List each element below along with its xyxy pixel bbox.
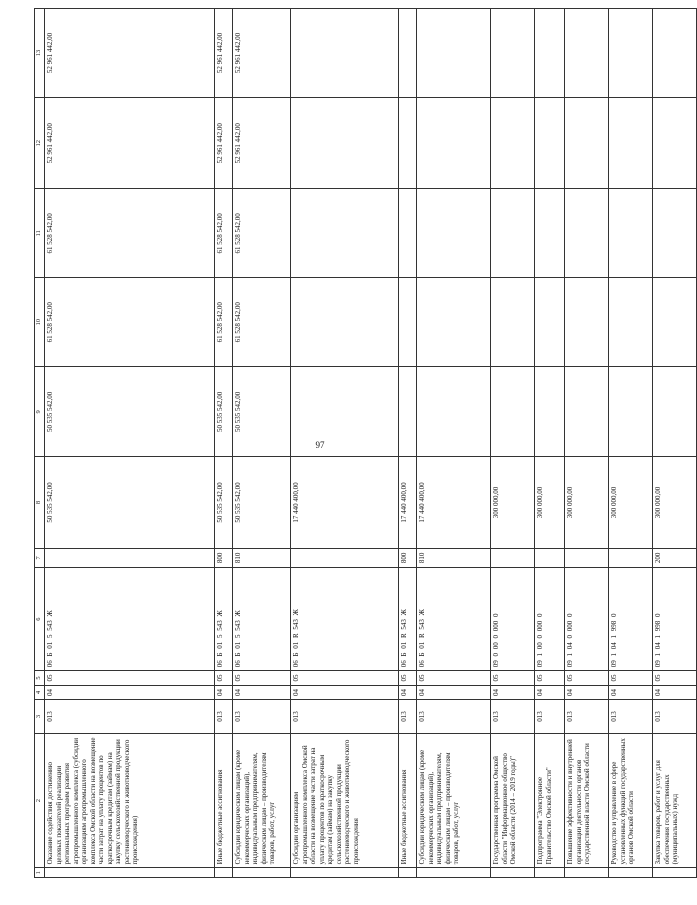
target-article-cell: 06 Б 01 5 543 Ж (45, 567, 215, 670)
row-name-cell: Оказание содействия достижению целевых показателей реализации региональных программ развития агропромышленного комплекса (субсидии организациям агропромышленного комплекса Омской области на возмещение части затрат на уплату процентов по краткосрочным кредитам (займам) на закупку сельскохозяйственной продукции растениеводческого и животноводческого происхождения) (45, 733, 215, 868)
amount-col11-cell (417, 189, 491, 278)
amount-col13-cell (535, 9, 565, 98)
target-article-cell: 09 1 04 1 998 0 (609, 567, 653, 670)
amount-col10-cell (565, 278, 609, 367)
grbs-code-cell: 013 (609, 700, 653, 734)
amount-col10-cell (399, 278, 417, 367)
amount-col13-cell: 52 961 442,00 (45, 9, 215, 98)
amount-col9-cell (291, 367, 399, 457)
table-row (535, 9, 565, 878)
row-number-cell (233, 868, 291, 878)
grbs-code-cell: 013 (535, 700, 565, 734)
column-header: 12 (35, 98, 45, 189)
amount-col10-cell: 61 528 542,00 (233, 278, 291, 367)
amount-col9-cell: 50 535 542,00 (45, 367, 215, 457)
target-article-cell: 06 Б 01 R 543 Ж (291, 567, 399, 670)
amount-col10-cell: 61 528 542,00 (45, 278, 215, 367)
amount-col12-cell: 52 961 442,00 (233, 98, 291, 189)
amount-col13-cell: 52 961 442,00 (215, 9, 233, 98)
table-row (491, 9, 535, 878)
amount-col12-cell (535, 98, 565, 189)
row-name-cell: Руководство и управление в сфере установленных функций государственных органов Омской области (609, 733, 653, 868)
column-header: 1 (35, 868, 45, 878)
amount-col13-cell (491, 9, 535, 98)
row-name-cell: Субсидии юридическим лицам (кроме некоммерческих организаций), индивидуальным предпринимателям, физическим лицам – производителям товаров, работ, услуг (417, 733, 491, 868)
amount-col8-cell: 50 535 542,00 (215, 457, 233, 548)
grbs-code-cell: 013 (45, 700, 215, 734)
row-name-cell: Субсидии организациям агропромышленного комплекса Омской области на возмещение части затрат на уплату процентов по краткосрочным кредитам (займам) на закупку сельскохозяйственной продукции растениеводческого и животноводческого происхождения (291, 733, 399, 868)
section-code-cell: 04 (609, 685, 653, 699)
table-row (609, 9, 653, 878)
section-code-cell: 04 (45, 685, 215, 699)
section-code-cell: 04 (653, 685, 697, 699)
amount-col10-cell (417, 278, 491, 367)
row-number-cell (535, 868, 565, 878)
amount-col10-cell (609, 278, 653, 367)
amount-col10-cell (535, 278, 565, 367)
amount-col9-cell (609, 367, 653, 457)
column-header: 10 (35, 278, 45, 367)
expense-type-cell: 800 (399, 548, 417, 567)
row-number-cell (653, 868, 697, 878)
row-name-cell: Закупка товаров, работ и услуг для обеспечения государственных (муниципальных) нужд (653, 733, 697, 868)
amount-col8-cell: 17 440 400,00 (291, 457, 399, 548)
amount-col8-cell: 300 000,00 (535, 457, 565, 548)
column-header: 9 (35, 367, 45, 457)
column-header: 7 (35, 548, 45, 567)
subsection-code-cell: 05 (399, 671, 417, 685)
row-name-cell: Подпрограмма "Электронное Правительство Омской области" (535, 733, 565, 868)
subsection-code-cell: 05 (653, 671, 697, 685)
subsection-code-cell: 05 (609, 671, 653, 685)
table-row (399, 9, 417, 878)
amount-col9-cell (535, 367, 565, 457)
target-article-cell: 06 Б 01 R 543 Ж (417, 567, 491, 670)
section-code-cell: 04 (215, 685, 233, 699)
amount-col9-cell (491, 367, 535, 457)
amount-col9-cell (653, 367, 697, 457)
grbs-code-cell: 013 (291, 700, 399, 734)
target-article-cell: 06 Б 01 5 543 Ж (215, 567, 233, 670)
amount-col12-cell (609, 98, 653, 189)
row-number-cell (45, 868, 215, 878)
subsection-code-cell: 05 (565, 671, 609, 685)
page-number: 97 (315, 440, 325, 450)
amount-col12-cell: 52 961 442,00 (215, 98, 233, 189)
amount-col13-cell (417, 9, 491, 98)
column-header: 13 (35, 9, 45, 98)
subsection-code-cell: 05 (215, 671, 233, 685)
row-name-cell: Субсидии юридическим лицам (кроме некоммерческих организаций), индивидуальным предпринимателям, физическим лицам – производителям товаров, работ, услуг (233, 733, 291, 868)
amount-col8-cell: 300 000,00 (565, 457, 609, 548)
grbs-code-cell: 013 (399, 700, 417, 734)
column-header: 2 (35, 733, 45, 868)
amount-col10-cell (491, 278, 535, 367)
amount-col8-cell: 50 535 542,00 (233, 457, 291, 548)
column-header: 4 (35, 685, 45, 699)
expense-type-cell: 810 (417, 548, 491, 567)
column-header-row (35, 9, 45, 878)
target-article-cell: 09 1 04 1 998 0 (653, 567, 697, 670)
amount-col13-cell: 52 961 442,00 (233, 9, 291, 98)
grbs-code-cell: 013 (233, 700, 291, 734)
row-name-cell: Иные бюджетные ассигнования (215, 733, 233, 868)
amount-col12-cell (291, 98, 399, 189)
subsection-code-cell: 05 (45, 671, 215, 685)
table-row (291, 9, 399, 878)
expense-type-cell (565, 548, 609, 567)
amount-col12-cell (491, 98, 535, 189)
row-number-cell (417, 868, 491, 878)
row-number-cell (215, 868, 233, 878)
amount-col11-cell (609, 189, 653, 278)
expense-type-cell (491, 548, 535, 567)
amount-col11-cell: 61 528 542,00 (233, 189, 291, 278)
row-number-cell (565, 868, 609, 878)
expense-type-cell: 200 (653, 548, 697, 567)
amount-col10-cell (653, 278, 697, 367)
subsection-code-cell: 05 (491, 671, 535, 685)
section-code-cell: 04 (417, 685, 491, 699)
column-header: 3 (35, 700, 45, 734)
column-header: 6 (35, 567, 45, 670)
expense-type-cell (291, 548, 399, 567)
budget-table (34, 8, 697, 878)
subsection-code-cell: 05 (535, 671, 565, 685)
subsection-code-cell: 05 (233, 671, 291, 685)
row-number-cell (491, 868, 535, 878)
row-number-cell (399, 868, 417, 878)
row-name-cell: Повышение эффективности и внутренней организации деятельности органов государственной власти Омской области (565, 733, 609, 868)
column-header: 11 (35, 189, 45, 278)
expense-type-cell (609, 548, 653, 567)
amount-col12-cell (399, 98, 417, 189)
row-number-cell (291, 868, 399, 878)
amount-col8-cell: 17 440 400,00 (399, 457, 417, 548)
target-article-cell: 06 Б 01 5 543 Ж (233, 567, 291, 670)
amount-col11-cell (565, 189, 609, 278)
expense-type-cell: 810 (233, 548, 291, 567)
amount-col9-cell (399, 367, 417, 457)
target-article-cell: 09 1 00 0 000 0 (535, 567, 565, 670)
amount-col11-cell (535, 189, 565, 278)
amount-col12-cell: 52 961 442,00 (45, 98, 215, 189)
table-row (417, 9, 491, 878)
section-code-cell: 04 (535, 685, 565, 699)
grbs-code-cell: 013 (215, 700, 233, 734)
subsection-code-cell: 05 (291, 671, 399, 685)
amount-col12-cell (565, 98, 609, 189)
subsection-code-cell: 05 (417, 671, 491, 685)
table-row (45, 9, 215, 878)
table-row (653, 9, 697, 878)
amount-col12-cell (653, 98, 697, 189)
amount-col11-cell (291, 189, 399, 278)
row-name-cell: Государственная программа Омской области "Информационное общество Омской области (2014 – 2019 годы)" (491, 733, 535, 868)
amount-col11-cell: 61 528 542,00 (45, 189, 215, 278)
amount-col9-cell: 50 535 542,00 (233, 367, 291, 457)
section-code-cell: 04 (491, 685, 535, 699)
amount-col8-cell: 300 000,00 (491, 457, 535, 548)
grbs-code-cell: 013 (653, 700, 697, 734)
expense-type-cell (45, 548, 215, 567)
amount-col12-cell (417, 98, 491, 189)
amount-col13-cell (609, 9, 653, 98)
section-code-cell: 04 (399, 685, 417, 699)
amount-col9-cell (565, 367, 609, 457)
amount-col9-cell: 50 535 542,00 (215, 367, 233, 457)
section-code-cell: 04 (565, 685, 609, 699)
amount-col11-cell: 61 528 542,00 (215, 189, 233, 278)
grbs-code-cell: 013 (417, 700, 491, 734)
amount-col11-cell (491, 189, 535, 278)
grbs-code-cell: 013 (491, 700, 535, 734)
section-code-cell: 04 (291, 685, 399, 699)
column-header: 5 (35, 671, 45, 685)
amount-col8-cell: 300 000,00 (653, 457, 697, 548)
amount-col13-cell (399, 9, 417, 98)
amount-col8-cell: 17 440 400,00 (417, 457, 491, 548)
grbs-code-cell: 013 (565, 700, 609, 734)
amount-col8-cell: 300 000,00 (609, 457, 653, 548)
target-article-cell: 06 Б 01 R 543 Ж (399, 567, 417, 670)
amount-col13-cell (291, 9, 399, 98)
target-article-cell: 09 0 00 0 000 0 (491, 567, 535, 670)
amount-col13-cell (653, 9, 697, 98)
table-row (215, 9, 233, 878)
expense-type-cell: 800 (215, 548, 233, 567)
amount-col9-cell (417, 367, 491, 457)
table-row (233, 9, 291, 878)
amount-col13-cell (565, 9, 609, 98)
amount-col11-cell (399, 189, 417, 278)
amount-col8-cell: 50 535 542,00 (45, 457, 215, 548)
column-header: 8 (35, 457, 45, 548)
target-article-cell: 09 1 04 0 000 0 (565, 567, 609, 670)
row-name-cell: Иные бюджетные ассигнования (399, 733, 417, 868)
amount-col10-cell (291, 278, 399, 367)
row-number-cell (609, 868, 653, 878)
rotated-table-container (34, 8, 680, 878)
section-code-cell: 04 (233, 685, 291, 699)
amount-col10-cell: 61 528 542,00 (215, 278, 233, 367)
table-row (565, 9, 609, 878)
amount-col11-cell (653, 189, 697, 278)
expense-type-cell (535, 548, 565, 567)
